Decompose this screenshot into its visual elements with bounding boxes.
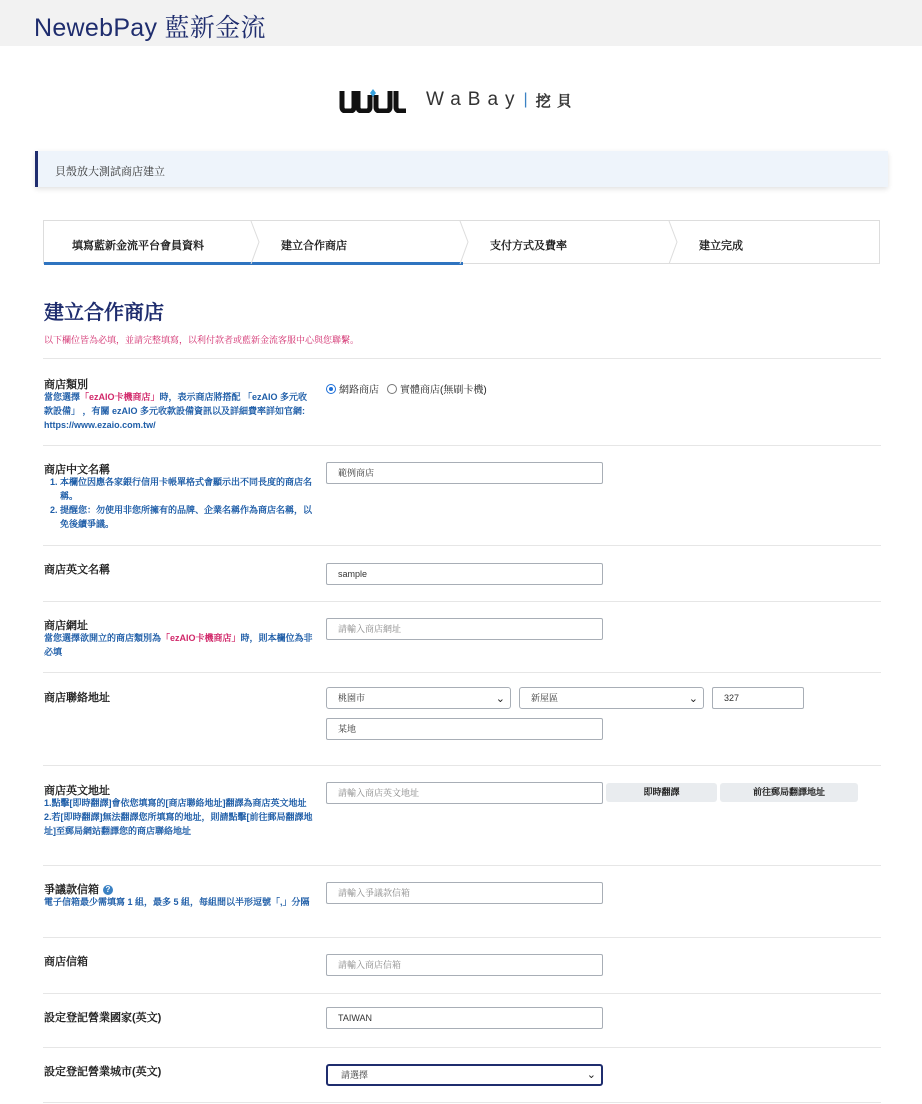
- desc-line: 2.若[即時翻譯]無法翻譯您所填寫的地址，則請點擊[前往郵局翻譯地址]至郵局網站翻譯您的商店聯絡地址: [44, 812, 313, 836]
- store-type-online-radio[interactable]: [326, 381, 379, 396]
- store-url-label: 商店網址: [44, 620, 88, 632]
- store-type-desc: 當您選擇「ezAIO卡機商店」時，表示商店將搭配 「ezAIO 多元收款設備」 ，有關 ezAIO 多元收款設備資訊以及詳細費率詳如官網: https://www.ezaio.com.tw/: [44, 392, 308, 430]
- reg-country-label: 設定登記營業國家(英文): [44, 1012, 162, 1024]
- district-select[interactable]: [519, 687, 704, 709]
- divider: [43, 937, 881, 938]
- step-create-store: [254, 221, 463, 264]
- radio-dot[interactable]: [326, 384, 336, 394]
- brand-logo[interactable]: NewebPay 藍新金流: [34, 14, 266, 42]
- store-url-desc: 當您選擇欲開立的商店類別為「ezAIO卡機商店」時，則本欄位為非必填: [44, 633, 313, 657]
- store-type-label: 商店類別: [44, 379, 88, 391]
- list-item: 1. 本欄位因應各家銀行信用卡帳單格式會顯示出不同長度的商店名稱。: [60, 475, 316, 503]
- chevron-down-icon: ⌄: [586, 1069, 596, 1081]
- logo-name: WaBay: [426, 89, 522, 110]
- step-label: 建立完成: [699, 240, 743, 252]
- divider: [43, 765, 881, 766]
- question-circle-icon[interactable]: ?: [103, 885, 113, 895]
- desc-line: 1.點擊[即時翻譯]會依您填寫的[商店聯絡地址]翻譯為商店英文地址: [44, 798, 307, 808]
- dispute-email-input[interactable]: 請輸入爭議款信箱: [326, 882, 603, 904]
- required-note: 以下欄位皆為必填，並請完整填寫，以利付款者或藍新金流客服中心與您聯繫。: [44, 335, 360, 345]
- city-selected: 桃園市: [338, 693, 366, 703]
- divider: [43, 993, 881, 994]
- list-item: 2. 提醒您：勿使用非您所擁有的品牌、企業名稱作為商店名稱，以免後續爭議。: [60, 503, 316, 531]
- post-office-translate-button[interactable]: 前往郵局翻譯地址: [720, 783, 858, 802]
- divider: [43, 672, 881, 673]
- store-name-en-input[interactable]: sample: [326, 563, 603, 585]
- divider: [43, 1047, 881, 1048]
- dispute-email-label: 爭議款信箱 ?: [44, 881, 113, 897]
- store-banner: [35, 151, 888, 187]
- logo-separator: |: [523, 91, 528, 108]
- store-url-input[interactable]: 請輸入商店網址: [326, 618, 603, 640]
- divider: [43, 358, 881, 359]
- step-active-bar: [254, 262, 463, 265]
- zip-input[interactable]: 327: [712, 687, 804, 709]
- radio-label: 網路商店: [339, 385, 379, 396]
- store-email-input[interactable]: 請輸入商店信箱: [326, 954, 603, 976]
- progress-steps: [43, 220, 880, 264]
- reg-city-selected: 請選擇: [341, 1070, 369, 1080]
- reg-city-select[interactable]: [326, 1064, 603, 1086]
- page-title: 建立合作商店: [44, 302, 164, 324]
- dispute-email-desc: 電子信箱最少需填寫 1 組，最多 5 組，每組間以半形逗號「,」分隔: [44, 897, 310, 907]
- store-name-en-label: 商店英文名稱: [44, 564, 110, 576]
- reg-city-label: 設定登記營業城市(英文): [44, 1066, 162, 1078]
- merchant-logo: [338, 84, 578, 116]
- logo-cn-name: 挖貝: [535, 92, 578, 110]
- step-active-bar: [44, 262, 254, 265]
- address-detail-input[interactable]: 某地: [326, 718, 603, 740]
- store-email-label: 商店信箱: [44, 956, 88, 968]
- top-bar: [0, 0, 922, 46]
- store-type-physical-radio[interactable]: [387, 381, 487, 396]
- store-name-cn-label: 商店中文名稱: [44, 464, 110, 476]
- step-member-info: [44, 221, 254, 264]
- step-label: 建立合作商店: [281, 240, 347, 252]
- step-payment-method: [463, 221, 672, 264]
- store-name-cn-notes: [44, 475, 316, 531]
- chevron-down-icon: ⌄: [495, 693, 505, 705]
- divider: [43, 865, 881, 866]
- divider: [43, 1102, 881, 1103]
- radio-label: 實體商店(無刷卡機): [400, 385, 487, 396]
- store-name-cn-input[interactable]: 範例商店: [326, 462, 603, 484]
- city-select[interactable]: [326, 687, 511, 709]
- divider: [43, 545, 881, 546]
- district-selected: 新屋區: [531, 693, 559, 703]
- translate-button[interactable]: 即時翻譯: [606, 783, 717, 802]
- address-en-desc: [44, 796, 320, 838]
- divider: [43, 601, 881, 602]
- address-en-input[interactable]: 請輸入商店英文地址: [326, 782, 603, 804]
- step-complete: [672, 221, 880, 264]
- step-label: 支付方式及費率: [490, 240, 567, 252]
- reg-country-input[interactable]: TAIWAN: [326, 1007, 603, 1029]
- divider: [43, 445, 881, 446]
- radio-dot[interactable]: [387, 384, 397, 394]
- banner-text: 貝殼放大測試商店建立: [55, 166, 165, 178]
- wabay-mark-icon: [338, 87, 408, 113]
- chevron-down-icon: ⌄: [688, 693, 698, 705]
- address-label: 商店聯絡地址: [44, 692, 110, 704]
- address-en-label: 商店英文地址: [44, 785, 110, 797]
- step-label: 填寫藍新金流平台會員資料: [72, 240, 204, 252]
